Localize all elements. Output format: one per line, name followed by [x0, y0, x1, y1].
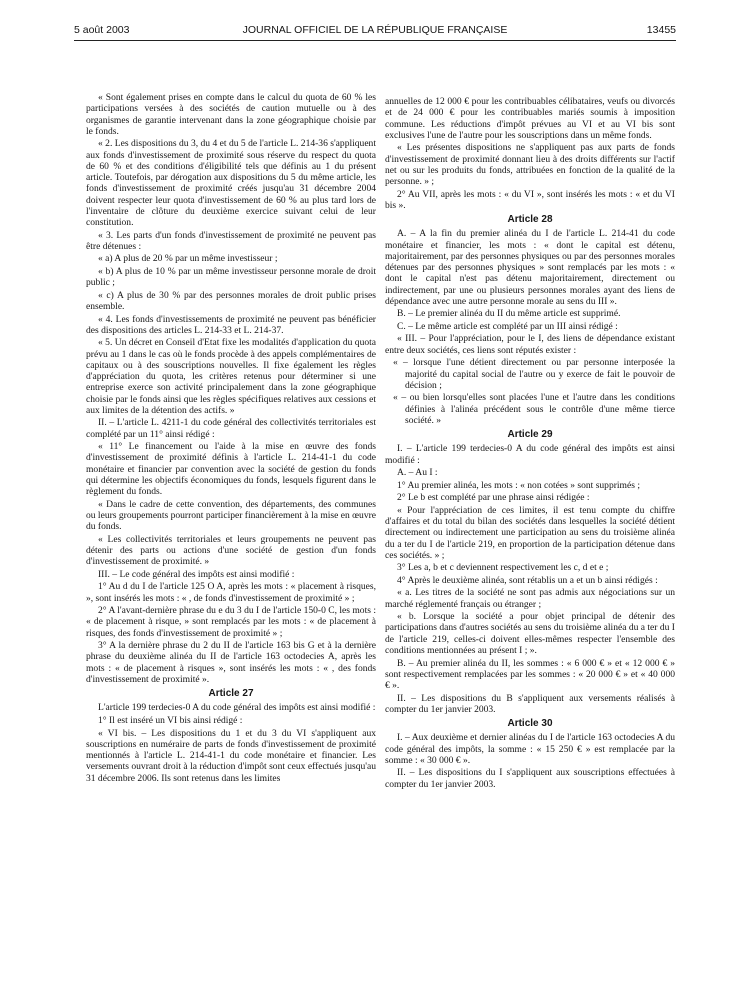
paragraph: 1° Au d du I de l'article 125 O A, après les mots : « placement à risques, », sont insérés les mots : « , de fonds d'investissement de proximité » ;: [86, 581, 376, 604]
paragraph: II. – Les dispositions du I s'appliquent aux souscriptions effectuées à compter du 1er janvier 2003.: [385, 767, 675, 790]
paragraph: 3° A la dernière phrase du 2 du II de l'article 163 bis G et à la dernière phrase du deuxième alinéa du II de l'article 163 octodecies A, après les mots : « de placement à risques », sont insérés les mots : « , des fonds d'investissement de proximité ».: [86, 640, 376, 685]
paragraph: annuelles de 12 000 € pour les contribuables célibataires, veufs ou divorcés et de 24 000 € pour les contribuables mariés soumis à imposition commune. Les réductions d'impôt prévues au VI et au VI bis sont exclusives l'une de l'autre pour les souscriptions dans un même fonds.: [385, 96, 675, 141]
paragraph: C. – Le même article est complété par un III ainsi rédigé :: [397, 320, 618, 332]
paragraph: « 5. Un décret en Conseil d'Etat fixe les modalités d'application du quota prévu au 1 dans le cas où le fonds procède à des appels complémentaires de capitaux ou à des souscriptions nouvelles. Il fixe également les règles d'appréciation du quota, les critères retenus pour déterminer si une entreprise exerce son activité principalement dans la zone géographique choisie par le fonds ainsi que les règles spécifiques relatives aux cessions et aux limites de la détention des actifs. »: [86, 337, 376, 416]
right-column: [385, 96, 675, 791]
paragraph: III. – Le code général des impôts est ainsi modifié :: [98, 568, 295, 580]
dash-item: « – ou bien lorsqu'elles sont placées l'une et l'autre dans les conditions définies à l'alinéa précédent sous le contrôle d'une même tierce société. »: [393, 392, 675, 426]
paragraph: « b. Lorsque la société a pour objet principal de détenir des participations dans d'autres sociétés au sens du troisième alinéa du a ter du I de l'article 219, celles-ci doivent elles-mêmes respecter l'ensemble des conditions mentionnées au présent I ; ».: [385, 611, 675, 656]
paragraph: L'article 199 terdecies-0 A du code général des impôts est ainsi modifié :: [98, 702, 376, 714]
paragraph: « Les collectivités territoriales et leurs groupements ne peuvent pas détenir des parts ou actions d'une société de gestion d'un fonds d'investissement de proximité. »: [86, 533, 376, 568]
paragraph: B. – Le premier alinéa du II du même article est supprimé.: [397, 308, 621, 320]
paragraph: A. – A la fin du premier alinéa du I de l'article L. 214-41 du code monétaire et financier, les mots : « dont le capital est détenu, majoritairement, par des personnes physiques ou par des personnes morales détenues par des personnes physiques » sont remplacés par les mots : « dont le capital n'est pas détenu majoritairement, directement ou indirectement, par une ou plusieurs personnes morales ayant des liens de dépendance avec une autre personne morale au sens du III ».: [385, 228, 675, 307]
paragraph: 1° Il est inséré un VI bis ainsi rédigé :: [98, 715, 243, 726]
paragraph: « c) A plus de 30 % par des personnes morales de droit public prises ensemble.: [86, 289, 376, 312]
paragraph: « 11° Le financement ou l'aide à la mise en œuvre des fonds d'investissement de proximité définis à l'article L. 214-41-1 du code monétaire et financier par convention avec la société de gestion du fonds qui détermine les objectifs économiques du fonds, lesquels figurent dans le règlement du fonds.: [86, 441, 376, 498]
paragraph: 2° Au VII, après les mots : « du VI », sont insérés les mots : « et du VI bis ».: [385, 188, 675, 211]
paragraph: 3° Les a, b et c deviennent respectivement les c, d et e ;: [397, 562, 609, 574]
paragraph: « b) A plus de 10 % par un même investisseur personne morale de droit public ;: [86, 265, 376, 289]
journal-title: JOURNAL OFFICIEL DE LA RÉPUBLIQUE FRANÇAISE: [242, 24, 508, 36]
paragraph: « a. Les titres de la société ne sont pas admis aux négociations sur un marché réglementé français ou étranger ;: [385, 587, 675, 610]
paragraph: « 3. Les parts d'un fonds d'investissement de proximité ne peuvent pas être détenues :: [86, 229, 376, 252]
issue-date: 5 août 2003: [74, 24, 130, 36]
paragraph: « Les présentes dispositions ne s'appliquent pas aux parts de fonds d'investissement de proximité donnant lieu à des droits différents sur l'actif net ou sur les produits du fonds, attribuées en fonction de la qualité de la personne. » ;: [385, 142, 675, 188]
paragraph: « Dans le cadre de cette convention, des départements, des communes ou leurs groupements pourront participer financièrement à la mise en œuvre du fonds.: [86, 498, 377, 533]
paragraph: II. – Les dispositions du B s'appliquent aux versements réalisés à compter du 1er janvier 2003.: [385, 692, 675, 715]
paragraph: « 4. Les fonds d'investissements de proximité ne peuvent pas bénéficier des dispositions des articles L. 214-33 et L. 214-37.: [86, 313, 376, 336]
paragraph: 1° Au premier alinéa, les mots : « non cotées » sont supprimés ;: [397, 479, 640, 491]
article-heading: Article 29: [507, 429, 553, 441]
paragraph: I. – Aux deuxième et dernier alinéas du I de l'article 163 octodecies A du code général des impôts, la somme : « 15 250 € » est remplacée par la somme : « 30 000 € ».: [385, 732, 675, 766]
paragraph: B. – Au premier alinéa du II, les sommes : « 6 000 € » et « 12 000 € » sont respectivement remplacées par les sommes : « 20 000 € » et « 40 000 € ».: [385, 657, 675, 691]
paragraph: A. – Au I :: [397, 467, 438, 479]
paragraph: « a) A plus de 20 % par un même investisseur ;: [98, 253, 278, 265]
article-heading: Article 27: [208, 688, 254, 700]
left-column: [86, 92, 376, 785]
paragraph: « Sont également prises en compte dans le calcul du quota de 60 % les participations versées à des sociétés de caution mutuelle ou à des organismes de garantie intervenant dans la zone géographique choisie par le fonds.: [86, 92, 376, 137]
paragraph: « 2. Les dispositions du 3, du 4 et du 5 de l'article L. 214-36 s'appliquent aux fonds d'investissement de proximité sous réserve du respect du quota de 60 % et des conditions d'éligibilité tels que définis au 1 du présent article. Toutefois, par dérogation aux dispositions du 5 du même article, les fonds d'investissement de proximité créés jusqu'au 31 décembre 2004 doivent respecter leur quota d'investissement de 60 % au plus tard lors de l'inventaire de clôture du deuxième exercice suivant celui de leur constitution.: [86, 138, 376, 229]
paragraph: 2° Le b est complété par une phrase ainsi rédigée :: [397, 492, 590, 504]
page-number: 13455: [646, 24, 676, 36]
page-header: [74, 24, 676, 41]
paragraph: « Pour l'appréciation de ces limites, il est tenu compte du chiffre d'affaires et du total du bilan des sociétés dans lesquelles la société détient directement ou indirectement une participation au sens du troisième alinéa du a ter du I de l'article 219, en proportion de la participation détenue dans ces sociétés. » ;: [385, 504, 675, 561]
paragraph: 4° Après le deuxième alinéa, sont rétablis un a et un b ainsi rédigés :: [397, 574, 658, 586]
paragraph: I. – L'article 199 terdecies-0 A du code général des impôts est ainsi modifié :: [385, 443, 675, 466]
paragraph: « III. – Pour l'appréciation, pour le I, des liens de dépendance existant entre deux sociétés, ces liens sont réputés exister :: [385, 333, 675, 356]
paragraph: « VI bis. – Les dispositions du 1 et du 3 du VI s'appliquent aux souscriptions en numéraire de parts de fonds d'investissement de proximité mentionnés à l'article L. 214-41-1 du code monétaire et financier. Les versements ouvrant droit à la réduction d'impôt sont ceux effectués jusqu'au 31 décembre 2006. Ils sont retenus dans les limites: [86, 727, 376, 784]
dash-item: « – lorsque l'une détient directement ou par personne interposée la majorité du capital social de l'autre ou y exerce de fait le pouvoir de décision ;: [393, 357, 675, 391]
paragraph: 2° A l'avant-dernière phrase du e du 3 du I de l'article 150-0 C, les mots : « de placement à risque, » sont remplacés par les mots : « de placement à risques, des fonds d'investissement de proximité » ;: [86, 605, 376, 639]
paragraph: II. – L'article L. 4211-1 du code général des collectivités territoriales est complété par un 11° ainsi rédigé :: [86, 417, 376, 440]
article-heading: Article 30: [507, 718, 553, 730]
article-heading: Article 28: [507, 214, 553, 226]
